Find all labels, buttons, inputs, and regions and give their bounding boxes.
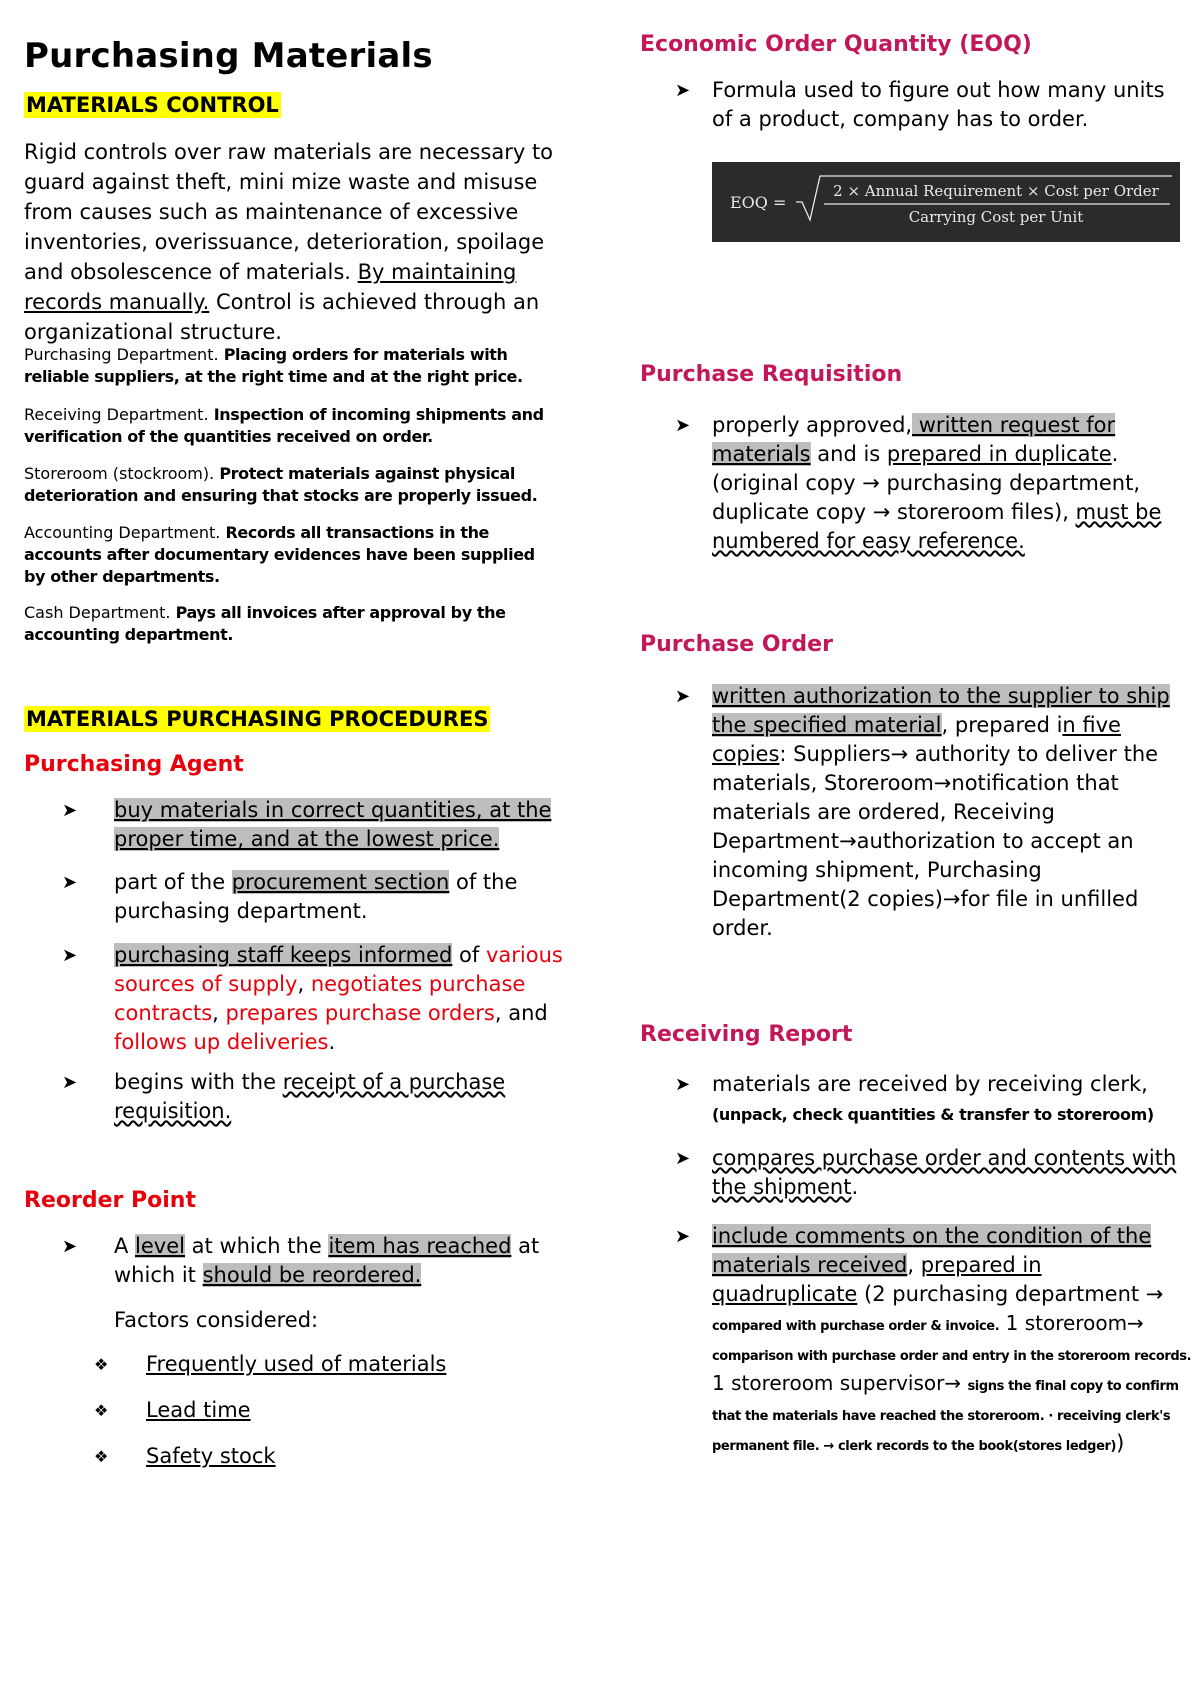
purchase-order-heading: Purchase Order bbox=[640, 632, 833, 657]
list-item: ❖ Frequently used of materials bbox=[94, 1350, 564, 1380]
list-item: ➤ properly approved, written request for materials and is prepared in duplicate. (original copy → purchasing department, duplicate copy → storeroom files), must be numbered for easy reference. bbox=[675, 413, 1162, 553]
page-title: Purchasing Materials bbox=[24, 36, 433, 76]
department-cash: Cash Department. Pays all invoices after approval by the accounting department. bbox=[24, 603, 506, 644]
arrow-bullet-icon: ➤ bbox=[675, 1074, 691, 1095]
reorder-point-heading: Reorder Point bbox=[24, 1188, 196, 1213]
arrow-bullet-icon: ➤ bbox=[675, 80, 691, 101]
procedures-heading: MATERIALS PURCHASING PROCEDURES bbox=[26, 707, 489, 731]
department-storeroom: Storeroom (stockroom). Protect materials against physical deterioration and ensuring that stocks are properly issued. bbox=[24, 464, 538, 505]
arrow-bullet-icon: ➤ bbox=[62, 1072, 78, 1093]
materials-control-paragraph: Rigid controls over raw materials are necessary to guard against theft, mini mize waste and misuse from causes such as maintenance of excessive inventories, overissuance, deterioration, spoilage and obsolescence of materials. By maintaining records manually. Control is achieved through an organizational structure. bbox=[24, 140, 554, 344]
list-item: ➤ A level at which the item has reached at which it should be reordered. bbox=[62, 1234, 540, 1287]
arrow-bullet-icon: ➤ bbox=[675, 1226, 691, 1247]
list-item: ❖ Lead time bbox=[94, 1396, 564, 1426]
arrow-bullet-icon: ➤ bbox=[675, 1148, 691, 1169]
eoq-heading: Economic Order Quantity (EOQ) bbox=[640, 32, 1032, 57]
formula-lhs: EOQ = bbox=[730, 193, 787, 212]
diamond-bullet-icon: ❖ bbox=[94, 1401, 109, 1420]
diamond-bullet-icon: ❖ bbox=[94, 1355, 109, 1374]
list-item: ➤ Formula used to figure out how many units of a product, company has to order. bbox=[675, 78, 1165, 131]
diamond-bullet-icon: ❖ bbox=[94, 1447, 109, 1466]
receiving-report-heading: Receiving Report bbox=[640, 1022, 853, 1047]
department-receiving: Receiving Department. Inspection of incoming shipments and verification of the quantities received on order. bbox=[24, 405, 544, 446]
list-item: ➤ buy materials in correct quantities, at the proper time, and at the lowest price. bbox=[62, 798, 552, 851]
arrow-bullet-icon: ➤ bbox=[62, 872, 78, 893]
list-item: ➤ begins with the receipt of a purchase requisition. bbox=[62, 1070, 506, 1123]
list-item: ➤ include comments on the condition of the materials received, prepared in quadruplicate (2 purchasing department → compared with purchase order & invoice. 1 storeroom→ comparison with purchase order and entry in the storeroom records. 1 storeroom supervisor→ signs the final copy to confirm that the materials have reached the storeroom. · receiving clerk's permanent file. → clerk records to the book(stores ledger)) bbox=[675, 1224, 1192, 1455]
purchase-requisition-heading: Purchase Requisition bbox=[640, 362, 903, 387]
list-item: ➤ purchasing staff keeps informed of various sources of supply, negotiates purchase contracts, prepares purchase orders, and follows up deliveries. bbox=[62, 943, 563, 1054]
list-item: ➤ compares purchase order and contents with the shipment. bbox=[675, 1146, 1177, 1199]
list-item: ❖ Safety stock bbox=[94, 1442, 564, 1472]
arrow-bullet-icon: ➤ bbox=[675, 686, 691, 707]
department-accounting: Accounting Department. Records all transactions in the accounts after documentary evidences have been supplied by other departments. bbox=[24, 523, 535, 586]
formula-denominator: Carrying Cost per Unit bbox=[908, 208, 1084, 226]
list-item: ➤ part of the procurement section of the purchasing department. bbox=[62, 870, 518, 923]
arrow-bullet-icon: ➤ bbox=[62, 800, 78, 821]
materials-control-heading: MATERIALS CONTROL bbox=[26, 93, 279, 117]
factors-label: Factors considered: bbox=[114, 1308, 319, 1332]
arrow-bullet-icon: ➤ bbox=[62, 1236, 78, 1257]
eoq-formula-image bbox=[712, 162, 1180, 242]
list-item: ➤ materials are received by receiving clerk, (unpack, check quantities & transfer to storeroom) bbox=[675, 1072, 1154, 1124]
list-item: ➤ written authorization to the supplier to ship the specified material, prepared in five copies: Suppliers→ authority to deliver the materials, Storeroom→notification that materials are ordered, Receiving Department→authorization to accept an incoming shipment, Purchasing Department(2 copies)→for file in unfilled order. bbox=[675, 684, 1170, 940]
purchasing-agent-heading: Purchasing Agent bbox=[24, 752, 244, 777]
arrow-bullet-icon: ➤ bbox=[62, 945, 78, 966]
department-purchasing: Purchasing Department. Placing orders for materials with reliable suppliers, at the right time and at the right price. bbox=[24, 345, 523, 386]
arrow-bullet-icon: ➤ bbox=[675, 415, 691, 436]
formula-numerator: 2 × Annual Requirement × Cost per Order bbox=[833, 182, 1159, 200]
eoq-formula bbox=[712, 162, 1180, 242]
